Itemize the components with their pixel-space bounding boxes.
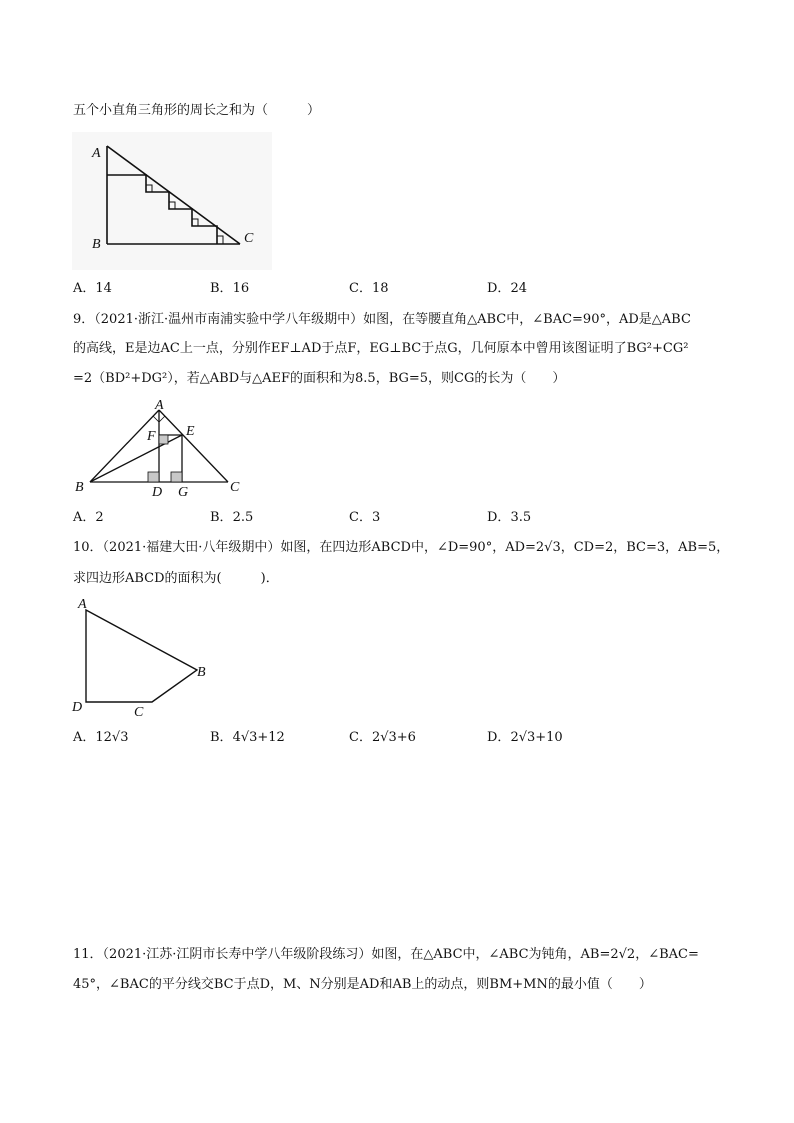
q10-figure [68, 595, 218, 720]
q9-label-c: C [230, 480, 240, 495]
q8-stem-tail: 五个小直角三角形的周长之和为（ ） [73, 103, 321, 118]
q11-line-2: 45°，∠BAC的平分线交BC于点D，M、N分别是AD和AB上的动点，则BM+MN的最小值（ ） [73, 977, 652, 992]
q10-line-2: 求四边形ABCD的面积为( )． [73, 571, 279, 586]
q10-label-a: A [78, 597, 87, 612]
q9-side-ab [90, 410, 159, 482]
q8-option-b[interactable]: B．16 [210, 281, 250, 296]
q9-line-2: 的高线，E是边AC上一点，分别作EF⊥AD于点F，EG⊥BC于点G，几何原本中曾用该图证明了BG²+CG² [73, 341, 689, 356]
q9-figure [72, 398, 252, 498]
q10-option-c[interactable]: C．2√3+6 [349, 730, 416, 745]
q8-option-a[interactable]: A．14 [73, 281, 112, 296]
q9-option-c[interactable]: C．3 [349, 510, 381, 525]
q9-line-3: =2（BD²+DG²），若△ABD与△AEF的面积和为8.5，BG=5，则CG的长为（ ） [73, 371, 566, 386]
q10-label-c: C [134, 705, 144, 720]
q10-option-d[interactable]: D．2√3+10 [487, 730, 563, 745]
q9-option-a[interactable]: A．2 [73, 510, 104, 525]
q10-option-b[interactable]: B．4√3+12 [210, 730, 285, 745]
q10-label-d: D [72, 700, 83, 715]
q10-label-b: B [197, 665, 206, 680]
q10-option-a[interactable]: A．12√3 [73, 730, 129, 745]
q11-line-1: 11．（2021·江苏·江阴市长寿中学八年级阶段练习）如图，在△ABC中，∠ABC为钝角，AB=2√2，∠BAC= [73, 947, 699, 962]
q8-option-d[interactable]: D．24 [487, 281, 527, 296]
q9-label-a: A [155, 398, 164, 413]
q8-option-c[interactable]: C．18 [349, 281, 389, 296]
q9-label-d: D [152, 485, 163, 498]
q8-label-a: A [92, 146, 101, 161]
q10-line-1: 10．（2021·福建大田·八年级期中）如图，在四边形ABCD中，∠D=90°，AD=2√3，CD=2，BC=3，AB=5， [73, 540, 730, 555]
q9-option-b[interactable]: B．2.5 [210, 510, 254, 525]
q9-label-g: G [178, 485, 189, 498]
q9-label-f: F [147, 429, 156, 444]
q8-figure [72, 132, 272, 270]
q10-quadrilateral [86, 610, 197, 702]
q8-label-c: C [244, 231, 254, 246]
q9-label-b: B [75, 480, 84, 495]
q9-option-d[interactable]: D．3.5 [487, 510, 532, 525]
q8-label-b: B [92, 237, 101, 252]
q9-line-1: 9．（2021·浙江·温州市南浦实验中学八年级期中）如图，在等腰直角△ABC中，∠BAC=90°，AD是△ABC [73, 312, 691, 327]
q9-label-e: E [186, 424, 195, 439]
q9-side-ac [159, 410, 228, 482]
